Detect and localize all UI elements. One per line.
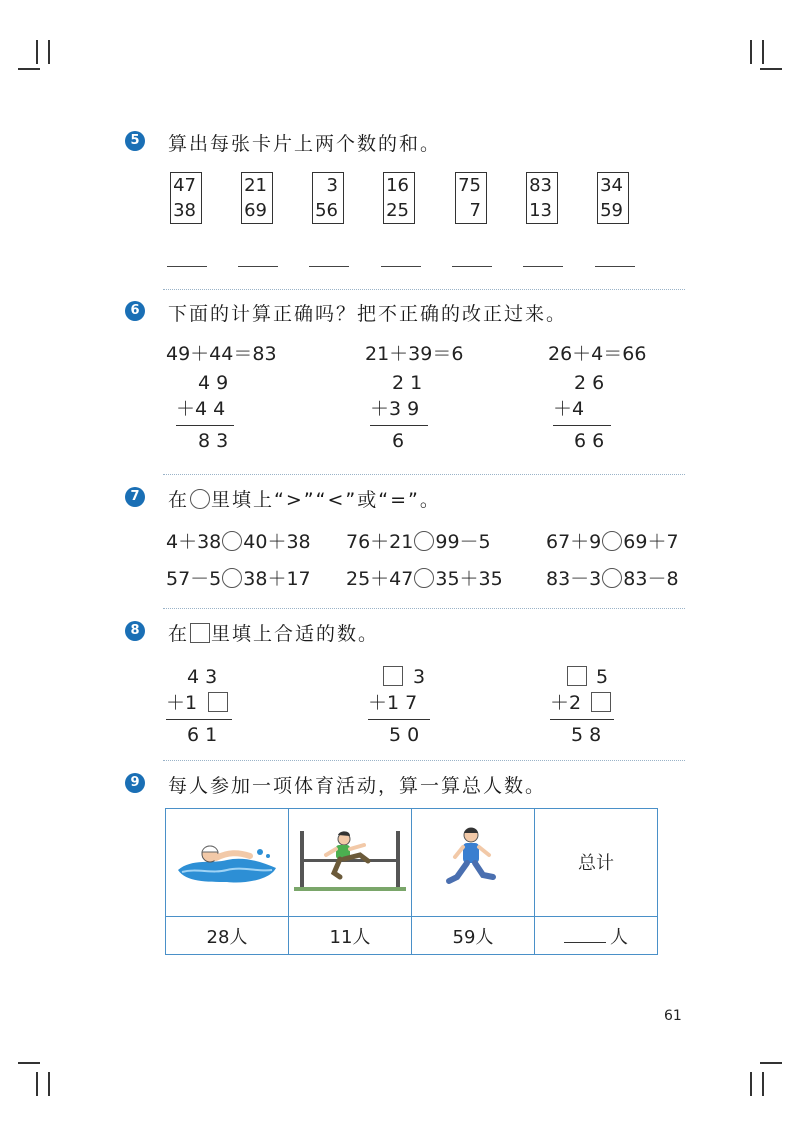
running-cell [412,809,535,917]
compare-circle[interactable] [222,568,242,588]
compare-item [346,564,503,591]
compare-circle[interactable] [414,568,434,588]
equation: 26＋4＝66 [548,343,647,365]
card-top: 16 [386,175,409,196]
question-8-text-b: 里填上合适的数。 [211,623,380,645]
swimming-cell [166,809,289,917]
compare-left: 83－3 [546,568,602,590]
card-7 [597,172,629,224]
section-divider [163,608,685,609]
card-bottom: 13 [529,200,552,221]
compare-right: 38＋17 [243,568,311,590]
crop-mark [760,1062,782,1064]
vertical-row: 4 9 [198,372,229,394]
fill-box[interactable] [383,666,403,686]
card-bottom: 25 [386,200,409,221]
card-top: 47 [173,175,196,196]
crop-mark [762,1072,764,1096]
vertical-row: 5 8 [571,724,602,746]
compare-circle[interactable] [414,531,434,551]
card-5 [455,172,487,224]
crop-mark [36,1072,38,1096]
compare-circle[interactable] [602,531,622,551]
fill-box[interactable] [208,692,228,712]
answer-blank[interactable] [452,266,492,267]
card-bottom: 59 [600,200,623,221]
card-4 [383,172,415,224]
card-top: 83 [529,175,552,196]
vertical-row: 2 1 [392,372,423,394]
total-unit: 人 [610,926,628,948]
compare-left: 76＋21 [346,531,414,553]
question-8-text [168,619,379,646]
question-5-text: 算出每张卡片上两个数的和。 [168,133,442,155]
square-placeholder [190,623,210,643]
vertical-row: 6 [392,430,405,452]
card-top: 75 [458,175,481,196]
compare-circle[interactable] [602,568,622,588]
compare-left: 57－5 [166,568,222,590]
vertical-row: ＋1 7 [368,692,418,714]
question-number-8: 8 [125,621,145,641]
compare-circle[interactable] [222,531,242,551]
card-1 [170,172,202,224]
compare-left: 4＋38 [166,531,222,553]
question-7-text-a: 在 [168,489,190,511]
equation: 21＋39＝6 [365,343,464,365]
total-header-cell [535,809,658,917]
card-6 [526,172,558,224]
question-number-9: 9 [125,773,145,793]
fill-box[interactable] [567,666,587,686]
swimmer-icon [172,830,282,890]
compare-item [166,527,311,554]
section-divider [163,760,685,761]
card-3 [312,172,344,224]
compare-item [546,564,679,591]
compare-right: 69＋7 [623,531,679,553]
runner-icon [433,825,513,895]
vertical-row: 6 6 [574,430,605,452]
fill-box[interactable] [591,692,611,712]
card-bottom: 7 [469,200,481,221]
count-cell: 11人 [289,917,412,955]
compare-item [166,564,311,591]
crop-mark [48,1072,50,1096]
vertical-row: ＋1 [166,692,198,714]
section-divider [163,474,685,475]
circle-placeholder [190,489,210,509]
sum-line [176,425,234,426]
card-bottom: 56 [315,200,338,221]
vertical-row: 4 3 [187,666,218,688]
vertical-row: 3 [413,666,426,688]
compare-left: 67＋9 [546,531,602,553]
card-top: 21 [244,175,267,196]
total-cell [535,917,658,955]
compare-right: 99－5 [435,531,491,553]
crop-mark [760,68,782,70]
sum-line [553,425,611,426]
vertical-row: ＋4 4 [176,398,226,420]
vertical-row: 8 3 [198,430,229,452]
total-header: 总计 [578,853,614,874]
vertical-row: 2 6 [574,372,605,394]
answer-blank[interactable] [309,266,349,267]
compare-item [346,527,491,554]
question-7-text [168,485,441,512]
hurdler-icon [294,825,406,895]
question-7-text-b: 里填上“>”“<”或“=”。 [211,489,441,511]
crop-mark [48,40,50,64]
vertical-row: ＋4 [553,398,585,420]
crop-mark [750,1072,752,1096]
answer-blank[interactable] [167,266,207,267]
compare-right: 83－8 [623,568,679,590]
crop-mark [36,40,38,64]
crop-mark [750,40,752,64]
sum-line [368,719,430,720]
question-number-7: 7 [125,487,145,507]
page-number: 61 [664,1008,682,1024]
compare-right: 35＋35 [435,568,503,590]
sum-line [370,425,428,426]
crop-mark [18,1062,40,1064]
card-bottom: 69 [244,200,267,221]
vertical-row: 5 [596,666,609,688]
card-top: 34 [600,175,623,196]
total-blank[interactable] [564,928,606,943]
vertical-row: 6 1 [187,724,218,746]
card-top: 3 [326,175,338,196]
card-2 [241,172,273,224]
sum-line [550,719,614,720]
crop-mark [18,68,40,70]
question-number-6: 6 [125,301,145,321]
answer-blank[interactable] [595,266,635,267]
answer-blank[interactable] [523,266,563,267]
hurdle-cell [289,809,412,917]
vertical-row: ＋3 9 [370,398,420,420]
count-cell: 28人 [166,917,289,955]
crop-mark [762,40,764,64]
vertical-row: 5 0 [389,724,420,746]
answer-blank[interactable] [381,266,421,267]
card-bottom: 38 [173,200,196,221]
compare-right: 40＋38 [243,531,311,553]
question-9-text: 每人参加一项体育活动，算一算总人数。 [168,775,547,797]
count-cell: 59人 [412,917,535,955]
compare-item [546,527,679,554]
sum-line [166,719,232,720]
question-6-text: 下面的计算正确吗？把不正确的改正过来。 [168,303,568,325]
sports-table [165,808,658,955]
vertical-row: ＋2 [550,692,582,714]
question-8-text-a: 在 [168,623,190,645]
compare-left: 25＋47 [346,568,414,590]
answer-blank[interactable] [238,266,278,267]
question-number-5: 5 [125,131,145,151]
equation: 49＋44＝83 [166,343,277,365]
section-divider [163,289,685,290]
